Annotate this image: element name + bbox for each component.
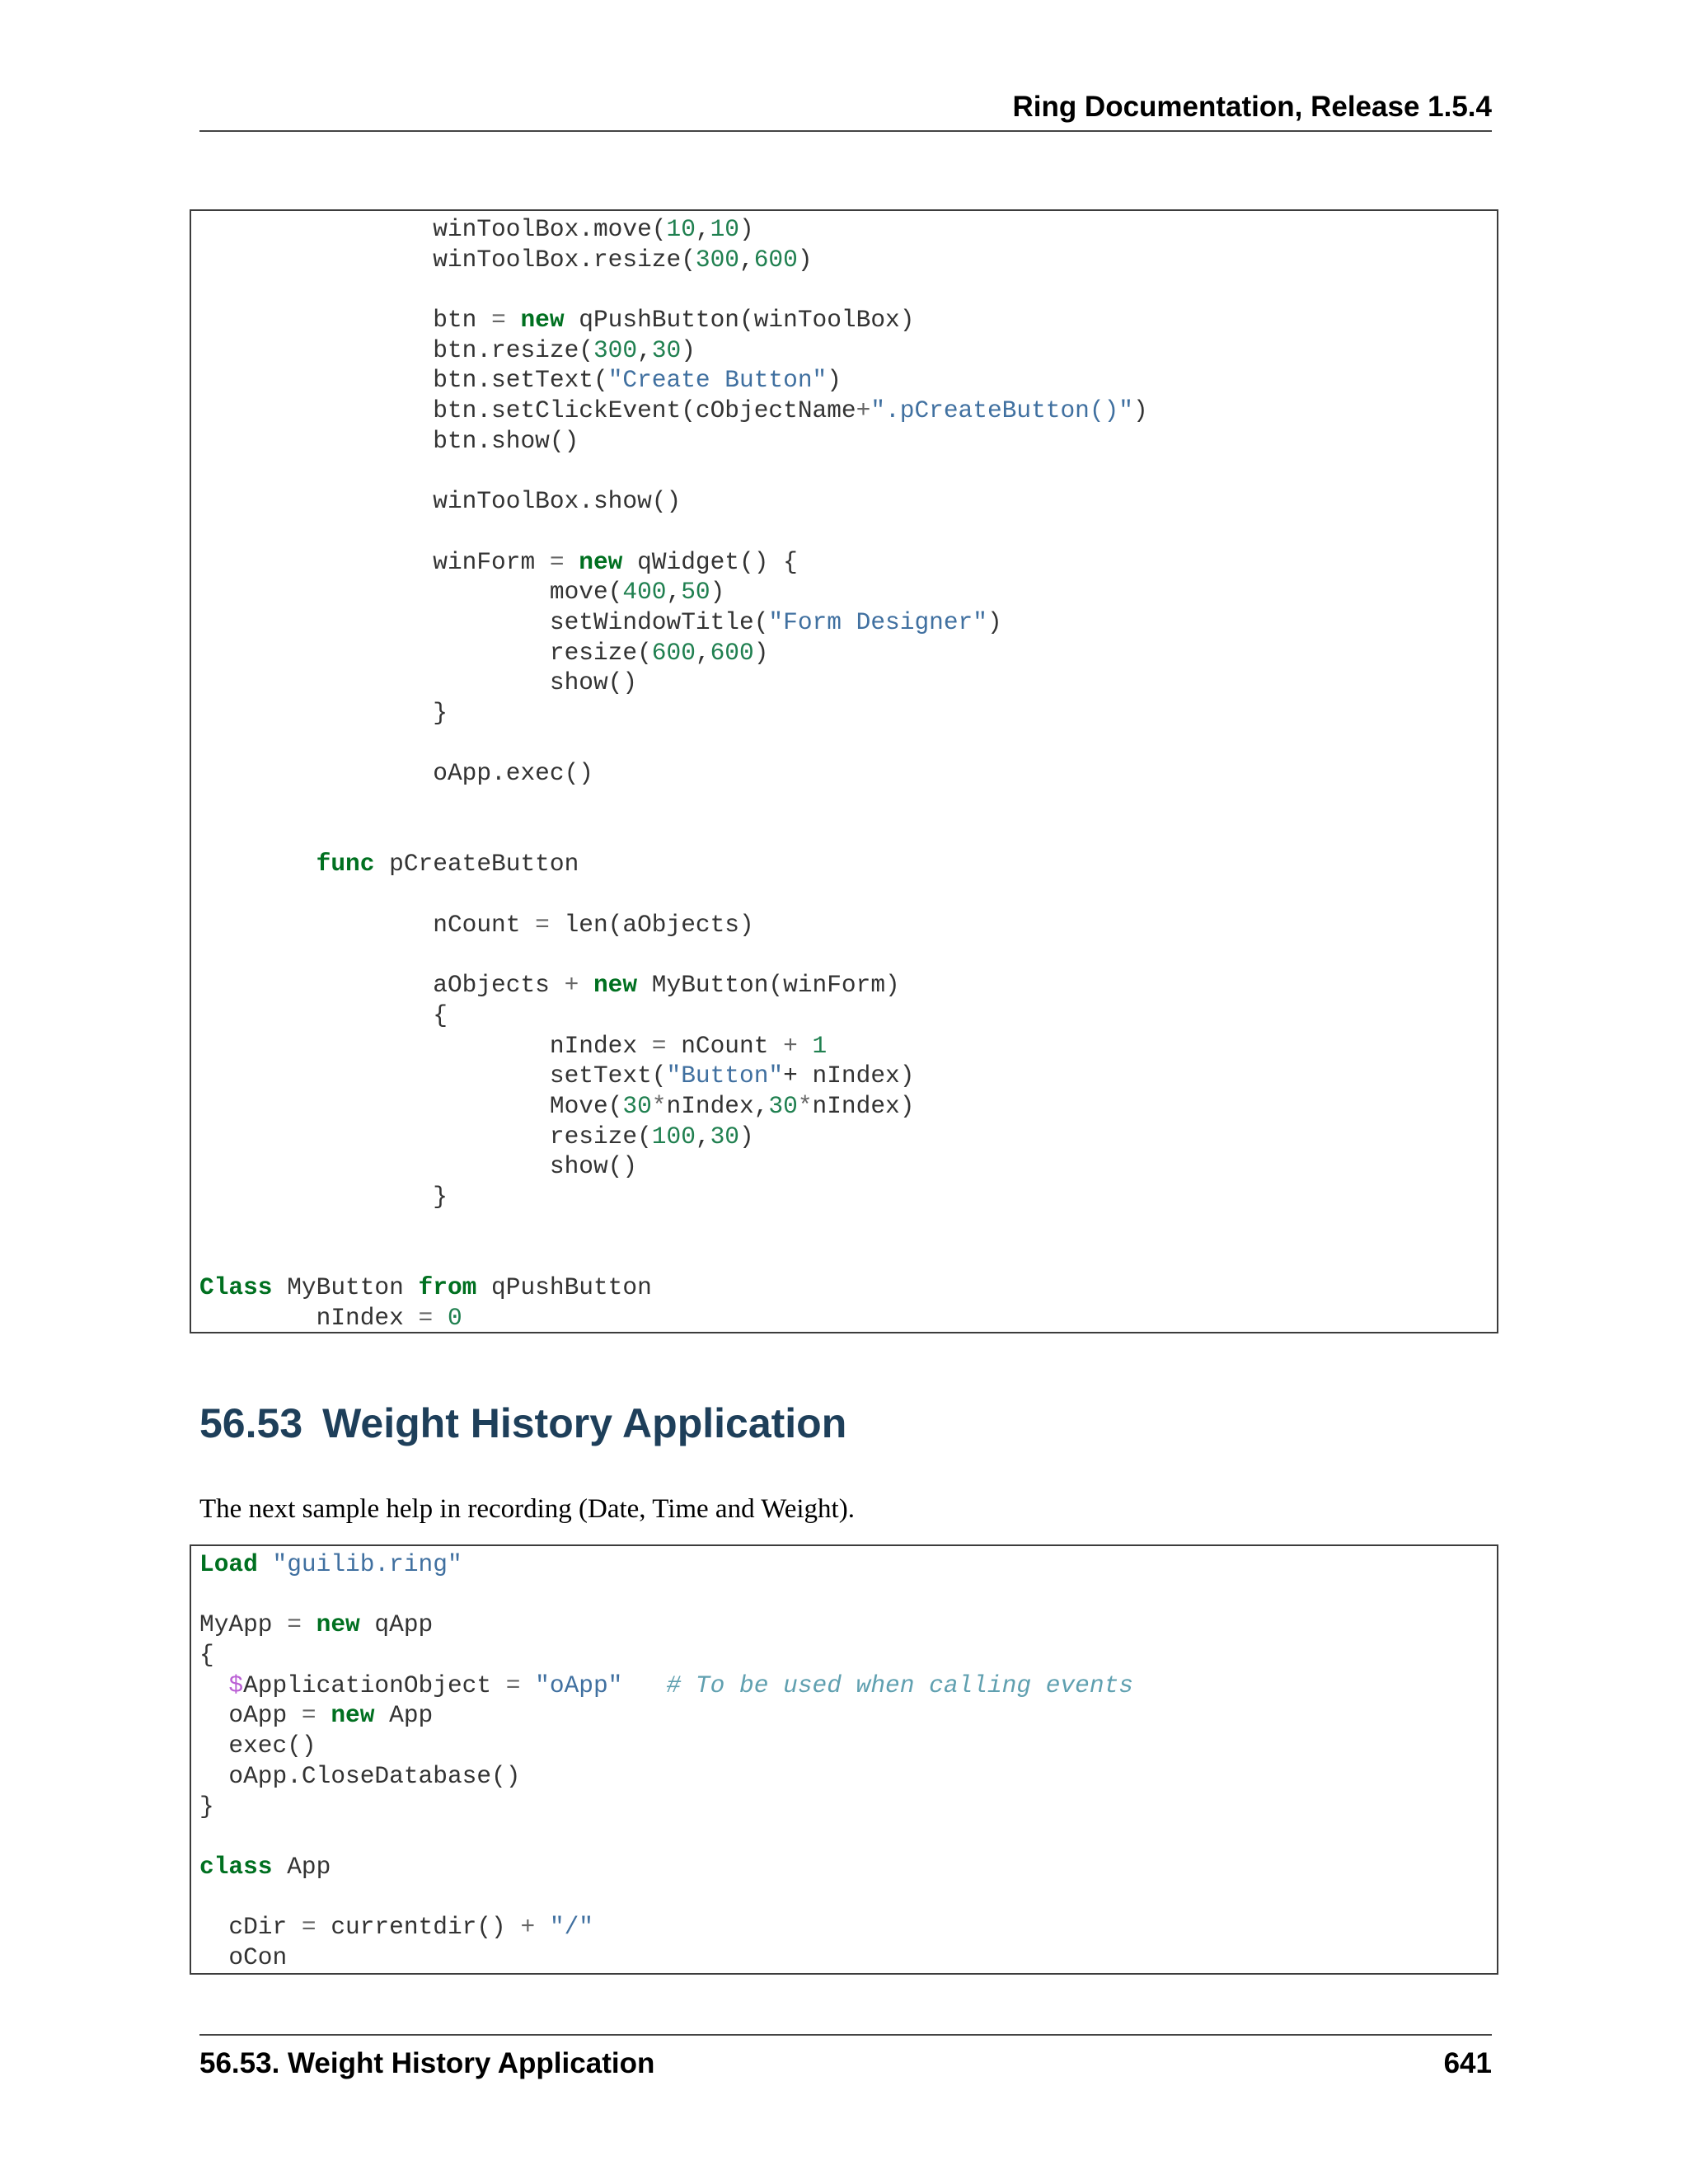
code-block <box>190 209 1498 1333</box>
code-token: setText( <box>199 1062 667 1090</box>
code-token: btn.setText( <box>199 366 608 395</box>
code-token: = <box>418 1303 434 1332</box>
code-token: + <box>856 396 871 425</box>
code-token: oCon <box>199 1943 288 1971</box>
code-token: = <box>287 1610 302 1639</box>
code-token: "Create Button" <box>607 366 828 395</box>
code-line <box>199 486 1497 517</box>
code-line <box>199 729 1497 759</box>
code-token: nCount <box>199 910 536 939</box>
code-line <box>199 910 1497 940</box>
code-token: 10 <box>710 215 740 243</box>
code-token: 600 <box>710 638 754 667</box>
body-paragraph: The next sample help in recording (Date, Time and Weight). <box>199 1494 855 1524</box>
code-line <box>199 547 1497 578</box>
code-token: = <box>549 547 565 576</box>
code-token: setWindowTitle( <box>199 607 769 636</box>
code-token <box>506 306 521 334</box>
code-token: winToolBox.move( <box>199 215 667 243</box>
code-token: , <box>695 215 710 243</box>
code-token: 50 <box>681 578 710 607</box>
code-line <box>199 426 1497 457</box>
code-token: 600 <box>753 245 798 274</box>
code-line <box>199 879 1497 910</box>
code-line <box>199 819 1497 850</box>
code-token: ApplicationObject <box>243 1671 506 1699</box>
code-line <box>199 1912 1497 1943</box>
document-title: Ring Documentation, Release 1.5.4 <box>1012 91 1492 123</box>
code-token: new <box>331 1701 375 1730</box>
code-token: ".pCreateButton()" <box>870 396 1133 425</box>
code-token: show() <box>199 1152 638 1181</box>
code-line <box>199 1671 1497 1701</box>
code-token: 100 <box>651 1122 696 1151</box>
code-line <box>199 970 1497 1001</box>
code-token: "Form Designer" <box>768 607 987 636</box>
code-token: nIndex <box>199 1031 652 1060</box>
code-line <box>199 940 1497 971</box>
code-token: , <box>695 1122 710 1151</box>
code-token <box>535 1913 550 1941</box>
code-token: * <box>797 1091 813 1120</box>
page-number: 641 <box>1443 2047 1492 2079</box>
code-token: qPushButton <box>476 1273 652 1302</box>
code-token <box>316 1701 331 1729</box>
code-line <box>199 1182 1497 1212</box>
section-number: 56.53 <box>199 1400 303 1446</box>
code-line <box>199 1852 1497 1882</box>
code-token: ) <box>1133 396 1148 425</box>
code-token: + nIndex) <box>783 1062 915 1090</box>
code-token: 30 <box>768 1091 798 1120</box>
code-token: 30 <box>622 1091 652 1120</box>
code-line <box>199 1212 1497 1243</box>
code-token: = <box>301 1913 316 1942</box>
code-token <box>302 1610 316 1638</box>
code-token: new <box>593 971 638 1000</box>
code-token: currentdir() <box>316 1913 521 1942</box>
code-token: , <box>739 245 754 274</box>
code-line <box>199 214 1497 245</box>
code-token: } <box>199 1792 214 1821</box>
code-token: 30 <box>651 335 682 364</box>
code-token <box>199 1671 228 1699</box>
code-line <box>199 1731 1497 1761</box>
code-token: "oApp" <box>535 1671 623 1699</box>
code-line <box>199 1700 1497 1731</box>
code-token: new <box>316 1610 360 1639</box>
code-token: len(aObjects) <box>549 910 754 939</box>
code-line <box>199 698 1497 729</box>
code-token <box>579 971 593 999</box>
code-token: 400 <box>622 578 667 607</box>
code-token: * <box>651 1091 667 1120</box>
code-line <box>199 1303 1497 1333</box>
code-token <box>798 1032 813 1060</box>
code-token: btn.resize( <box>199 335 593 364</box>
footer-section-label: 56.53. Weight History Application <box>199 2047 655 2079</box>
code-line <box>199 274 1497 305</box>
code-token: 1 <box>812 1031 828 1060</box>
code-line <box>199 335 1497 366</box>
code-token: + <box>520 1913 536 1942</box>
code-token: move( <box>199 578 623 607</box>
code-line <box>199 638 1497 668</box>
code-token <box>433 1304 448 1332</box>
code-token: { <box>199 1641 214 1670</box>
code-token: oApp.exec() <box>199 759 593 788</box>
code-token: Load <box>199 1550 258 1578</box>
code-token: 600 <box>651 638 696 667</box>
code-line <box>199 1091 1497 1122</box>
code-line <box>199 789 1497 819</box>
code-line <box>199 1549 1497 1580</box>
code-token: Class <box>199 1273 273 1302</box>
code-line <box>199 1821 1497 1852</box>
code-token: func <box>316 850 375 879</box>
code-block <box>190 1544 1498 1975</box>
section-heading <box>199 1401 846 1446</box>
code-line <box>199 1061 1497 1091</box>
code-token: = <box>491 306 506 335</box>
code-line <box>199 1272 1497 1303</box>
page-footer <box>199 2034 1492 2085</box>
code-token: Move( <box>199 1091 623 1120</box>
code-token: ) <box>710 578 725 607</box>
code-token: ) <box>987 607 1002 636</box>
section-title: Weight History Application <box>322 1400 847 1446</box>
code-token: , <box>666 578 682 607</box>
code-line <box>199 577 1497 607</box>
code-token: MyButton(winForm) <box>637 971 900 1000</box>
code-token: MyButton <box>272 1273 419 1302</box>
code-token: btn <box>199 306 492 335</box>
code-token: MyApp <box>199 1610 288 1639</box>
code-token: = <box>535 910 550 939</box>
code-line <box>199 365 1497 396</box>
code-line <box>199 1882 1497 1913</box>
code-token: "guilib.ring" <box>272 1550 462 1578</box>
code-token: nCount <box>666 1031 784 1060</box>
code-token: } <box>199 1183 448 1211</box>
code-token: = <box>651 1031 667 1060</box>
code-token: # To be used when calling events <box>666 1671 1133 1699</box>
code-line <box>199 668 1497 698</box>
code-line <box>199 305 1497 335</box>
code-line <box>199 457 1497 487</box>
code-line <box>199 1242 1497 1272</box>
code-token: show() <box>199 668 638 697</box>
code-token: ) <box>797 245 813 274</box>
code-line <box>199 758 1497 789</box>
page-header <box>199 91 1492 132</box>
code-token: oApp <box>199 1701 302 1730</box>
code-token: resize( <box>199 638 652 667</box>
code-line <box>199 517 1497 547</box>
code-token: + <box>783 1031 798 1060</box>
code-token: cDir <box>199 1913 302 1942</box>
code-token: winToolBox.resize( <box>199 245 696 274</box>
code-token <box>520 1671 535 1699</box>
code-token: nIndex <box>199 1303 419 1332</box>
code-token: 300 <box>593 335 638 364</box>
code-token: = <box>505 1671 521 1699</box>
code-token: "/" <box>549 1913 593 1942</box>
code-line <box>199 607 1497 638</box>
code-token: $ <box>228 1671 244 1699</box>
code-line <box>199 1761 1497 1792</box>
code-token: qPushButton(winToolBox) <box>564 306 915 335</box>
code-line <box>199 1943 1497 1973</box>
code-token: "Button" <box>666 1062 784 1090</box>
code-token: 300 <box>695 245 740 274</box>
code-token: 10 <box>666 215 696 243</box>
code-token: ) <box>753 638 769 667</box>
code-token: btn.show() <box>199 426 579 455</box>
code-token: nIndex, <box>666 1091 769 1120</box>
code-token: 30 <box>710 1122 740 1151</box>
code-line <box>199 1122 1497 1152</box>
code-token: ) <box>827 366 842 395</box>
code-token: exec() <box>199 1732 316 1760</box>
code-token: qWidget() { <box>622 547 798 576</box>
code-token: ) <box>681 335 696 364</box>
code-token: btn.setClickEvent(cObjectName <box>199 396 856 425</box>
code-token: App <box>272 1852 331 1881</box>
code-token: nIndex) <box>812 1091 915 1120</box>
code-token: new <box>579 547 623 576</box>
code-token: = <box>301 1701 316 1730</box>
code-token: } <box>199 699 448 727</box>
code-token: ) <box>739 215 754 243</box>
code-token: pCreateButton <box>374 850 579 879</box>
code-token <box>565 548 579 576</box>
code-token <box>199 850 316 878</box>
code-line <box>199 245 1497 275</box>
code-line <box>199 1031 1497 1062</box>
code-line <box>199 1580 1497 1610</box>
code-token: new <box>520 306 565 335</box>
code-line <box>199 1001 1497 1031</box>
code-line <box>199 1151 1497 1182</box>
code-token: winToolBox.show() <box>199 487 682 516</box>
code-line <box>199 1610 1497 1640</box>
code-token: { <box>199 1001 448 1029</box>
code-token: , <box>637 335 652 364</box>
code-token: class <box>199 1852 273 1881</box>
code-line <box>199 849 1497 879</box>
code-token: App <box>374 1701 434 1730</box>
code-token: ) <box>739 1122 754 1151</box>
code-token: qApp <box>359 1610 434 1639</box>
code-line <box>199 396 1497 426</box>
code-token: resize( <box>199 1122 652 1151</box>
code-token <box>258 1550 273 1578</box>
code-token: aObjects <box>199 971 565 1000</box>
code-line <box>199 1640 1497 1671</box>
code-token: oApp.CloseDatabase() <box>199 1761 521 1790</box>
code-token: , <box>695 638 710 667</box>
code-line <box>199 1792 1497 1822</box>
code-token: + <box>564 971 579 1000</box>
code-token: winForm <box>199 547 550 576</box>
code-token: 0 <box>447 1303 462 1332</box>
code-token <box>622 1671 666 1699</box>
code-token: from <box>418 1273 477 1302</box>
